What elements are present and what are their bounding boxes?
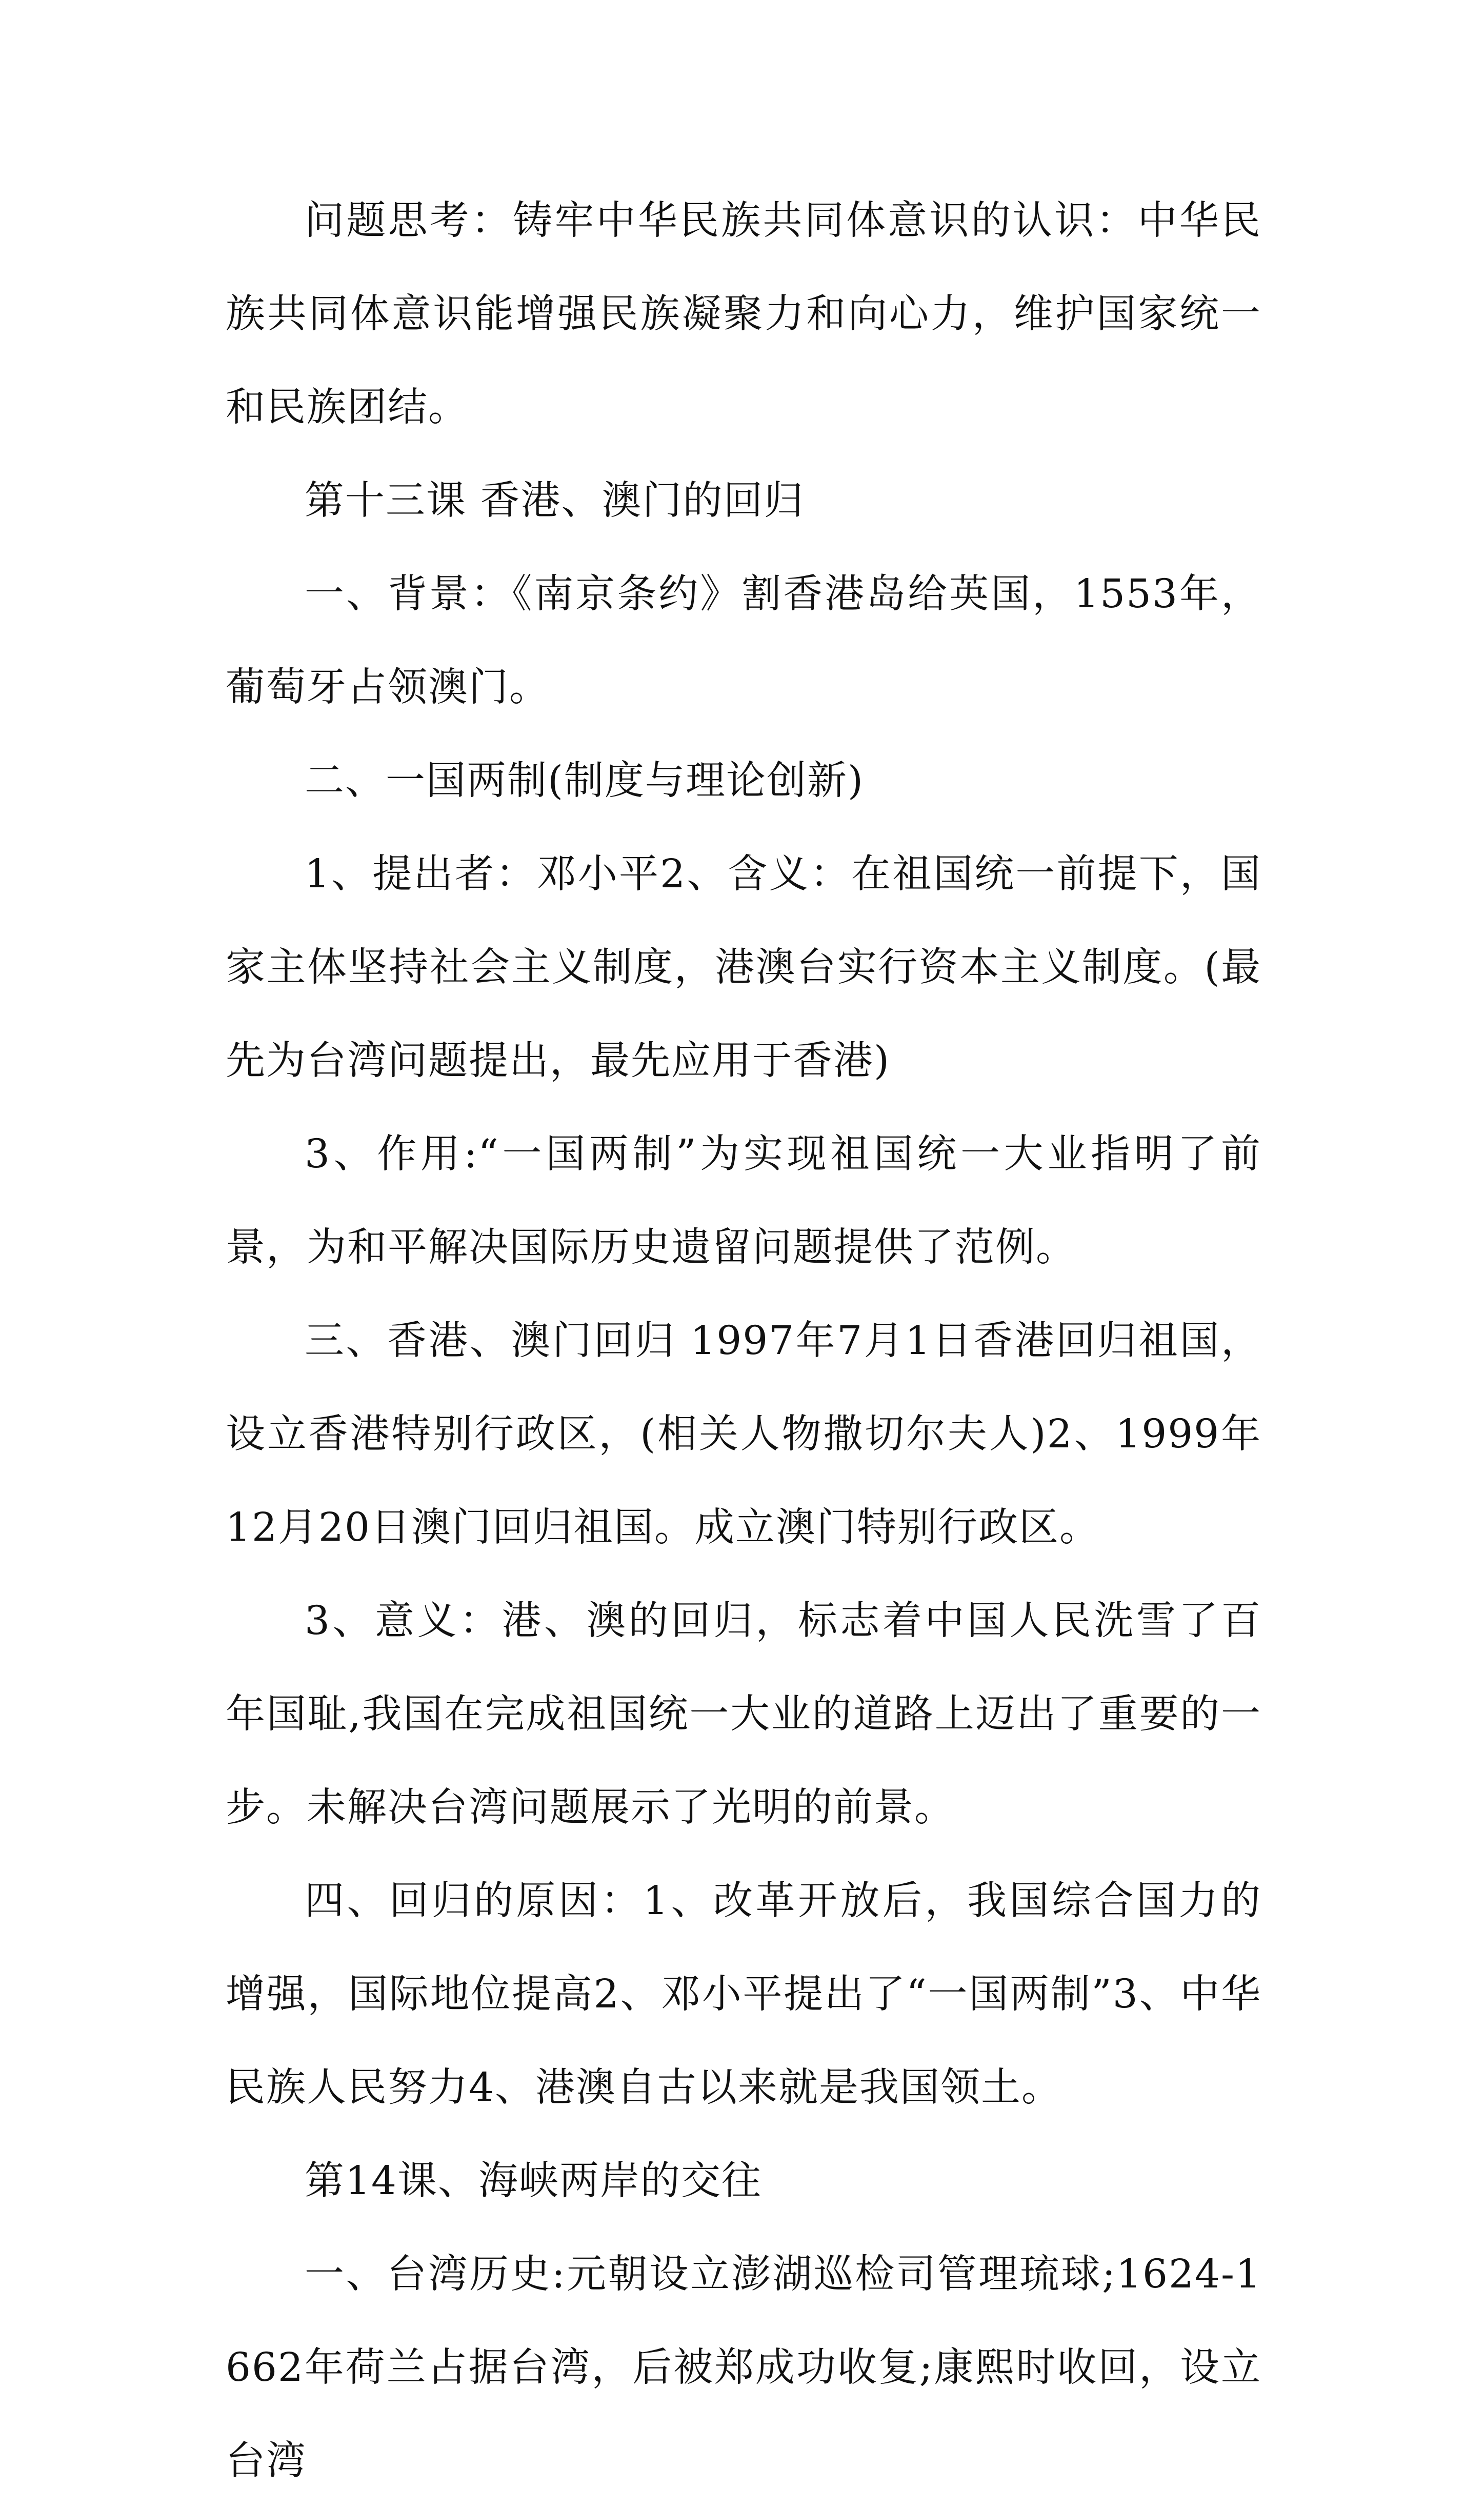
paragraph-taiwan-history: 一、台湾历史:元朝设立澎湖巡检司管理琉球;1624-1662年荷兰占据台湾，后被郑成功收复;康熙时收回，设立台湾 bbox=[226, 2252, 1261, 2484]
lesson-14-heading: 第14课、海峡两岸的交往 bbox=[305, 2158, 762, 2204]
paragraph-background: 一、背景：《南京条约》割香港岛给英国，1553年，葡萄牙占领澳门。 bbox=[226, 571, 1261, 710]
paragraph-proposer-meaning: 1、提出者：邓小平2、含义：在祖国统一前提下，国家主体坚持社会主义制度，港澳台实行资本主义制度。(最先为台湾问题提出，最先应用于香港) bbox=[226, 851, 1261, 1084]
paragraph-return-hk-macau: 三、香港、澳门回归 1997年7月1日香港回归祖国，设立香港特别行政区，(相关人物撒切尔夫人)2、1999年12月20日澳门回归祖国。成立澳门特别行政区。 bbox=[226, 1318, 1261, 1550]
paragraph-significance: 3、意义：港、澳的回归，标志着中国人民洗雪了百年国耻,我国在完成祖国统一大业的道路上迈出了重要的一步。未解决台湾问题展示了光明的前景。 bbox=[226, 1598, 1261, 1830]
paragraph-problem-thinking: 问题思考：铸牢中华民族共同体意识的认识：中华民族共同体意识能增强民族凝聚力和向心力，维护国家统一和民族团结。 bbox=[226, 198, 1261, 430]
paragraph-reasons: 四、回归的原因：1、改革开放后，我国综合国力的增强，国际地位提高2、邓小平提出了“一国两制”3、中华民族人民努力4、港澳自古以来就是我国领土。 bbox=[226, 1878, 1261, 2111]
paragraph-function: 3、作用:“一国两制”为实现祖国统一大业指明了前景，为和平解决国际历史遗留问题提供了范例。 bbox=[226, 1131, 1261, 1270]
lesson-13-heading: 第十三课 香港、澳门的回归 bbox=[305, 478, 805, 524]
document-body bbox=[226, 174, 1261, 2508]
section-one-country-two-systems: 二、一国两制(制度与理论创新) bbox=[305, 758, 865, 804]
